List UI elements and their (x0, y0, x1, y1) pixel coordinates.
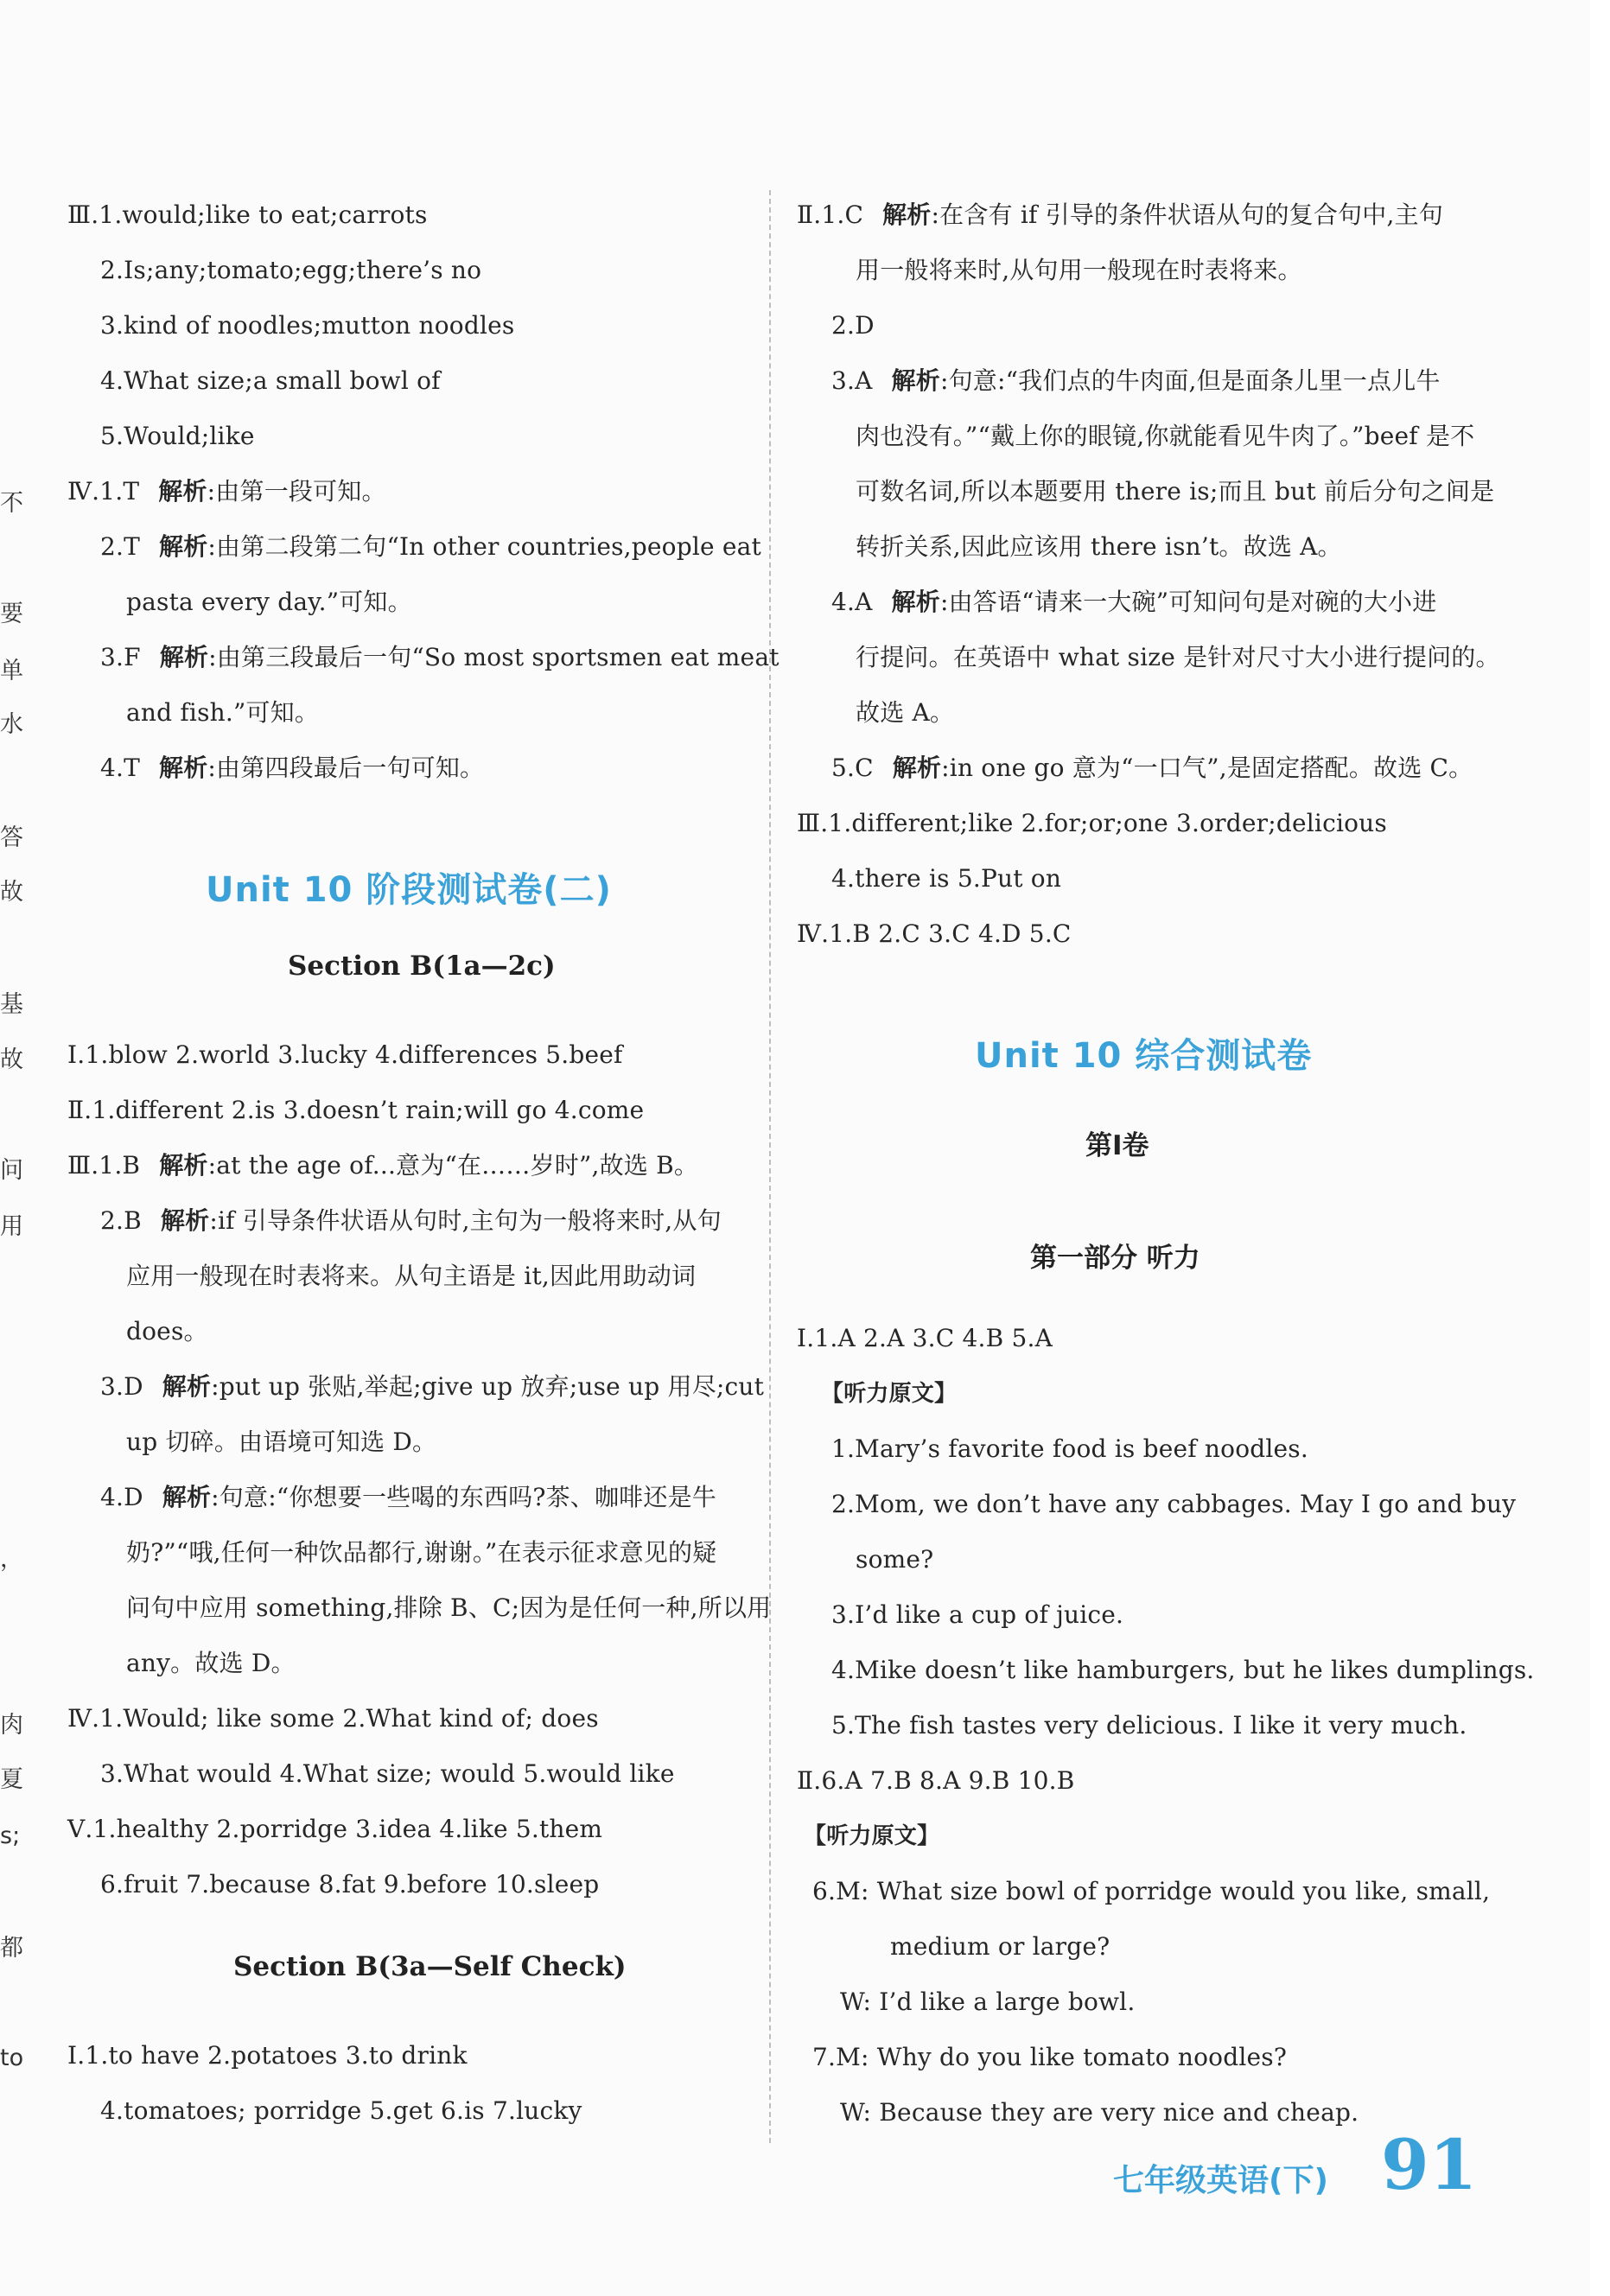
answer-text: 7.M: Why do you like tomato noodles? (812, 2043, 1288, 2071)
answer-line (126, 1593, 771, 1623)
section-heading: Section B(1a—2c) (288, 951, 556, 982)
answer-line (126, 1262, 696, 1291)
answer-line (67, 1704, 599, 1733)
answer-text: :at the age of...意为“在……岁时”,故选 B。 (207, 1151, 699, 1180)
answer-text: does。 (126, 1317, 208, 1345)
strip-char: 用 (0, 1213, 23, 1240)
strip-char: s; (0, 1822, 21, 1849)
analysis-label: 解析 (162, 1483, 212, 1511)
left-margin-strip (0, 0, 22, 2296)
strip-char: 要 (0, 601, 23, 627)
strip-char: 故 (0, 1046, 23, 1073)
answer-text: pasta every day.”可知。 (126, 588, 412, 616)
answer-line (100, 1372, 764, 1402)
answer-text: 奶?”“哦,任何一种饮品都行,谢谢。”在表示征求意见的疑 (126, 1538, 717, 1567)
answer-line (100, 532, 761, 562)
page-number: 91 (1381, 2124, 1478, 2205)
answer-line (100, 422, 255, 451)
strip-char: to (0, 2045, 24, 2071)
strip-char: 故 (0, 879, 23, 906)
answer-key: Ⅲ.1.B (67, 1151, 141, 1180)
answer-text: :句意:“你想要一些喝的东西吗?茶、咖啡还是牛 (211, 1483, 716, 1511)
answer-line (856, 256, 1302, 285)
answer-text: 可数名词,所以本题要用 there is;而且 but 前后分句之间是 (856, 477, 1495, 506)
strip-char: 水 (0, 711, 23, 738)
answer-line (67, 1151, 698, 1180)
part-heading: 第Ⅰ卷 (1085, 1130, 1149, 1161)
answer-line (856, 532, 1342, 562)
answer-line (797, 919, 1072, 949)
answer-text: 1.Mary’s favorite food is beef noodles. (831, 1434, 1308, 1463)
answer-line (100, 754, 484, 783)
analysis-label: 解析 (162, 1372, 212, 1401)
answer-key: 2.B (100, 1206, 142, 1235)
analysis-label: 解析 (891, 588, 940, 616)
answer-line (67, 1040, 623, 1070)
answer-text: 4.there is 5.Put on (831, 864, 1062, 893)
analysis-label: 解析 (160, 1206, 210, 1235)
answer-text: up 切碎。由语境可知选 D。 (126, 1428, 437, 1456)
answer-line (856, 698, 954, 728)
answer-text: 问句中应用 something,排除 B、C;因为是任何一种,所以用 (126, 1593, 772, 1622)
answer-line (126, 698, 319, 728)
part-heading: 第一部分 听力 (1030, 1243, 1200, 1274)
answer-text: 3.kind of noodles;mutton noodles (100, 311, 515, 340)
answer-line (831, 1434, 1308, 1464)
strip-char: 夏 (0, 1766, 23, 1793)
answer-text: :put up 张贴,举起;give up 放弃;use up 用尽;cut (211, 1372, 765, 1401)
answer-line (856, 422, 1474, 451)
answer-text: Ⅰ.1.A 2.A 3.C 4.B 5.A (797, 1324, 1053, 1352)
answer-line (100, 1759, 675, 1789)
answer-line (126, 588, 412, 617)
answer-text: 5.The fish tastes very delicious. I like it very much. (831, 1711, 1467, 1739)
answer-text: :在含有 if 引导的条件状语从句的复合句中,主句 (931, 200, 1443, 229)
answer-line (100, 256, 481, 285)
answer-text: some? (856, 1545, 934, 1574)
answer-line (126, 1538, 716, 1568)
section-heading: Section B(3a—Self Check) (233, 1951, 627, 1982)
answer-key: 4.A (831, 588, 873, 616)
analysis-label: 解析 (882, 200, 932, 229)
answer-text: Ⅱ.1.different 2.is 3.doesn’t rain;will go 4.come (67, 1096, 645, 1124)
answer-text: Ⅱ.6.A 7.B 8.A 9.B 10.B (797, 1766, 1075, 1795)
analysis-label: 解析 (159, 754, 208, 782)
answer-text: Ⅲ.1.different;like 2.for;or;one 3.order;delicious (797, 809, 1387, 837)
answer-text: Ⅴ.1.healthy 2.porridge 3.idea 4.like 5.them (67, 1815, 603, 1843)
analysis-label: 解析 (159, 643, 209, 671)
answer-text: 2.Mom, we don’t have any cabbages. May I go and buy (831, 1490, 1517, 1518)
answer-key: 5.C (831, 754, 874, 782)
answer-text: W: Because they are very nice and cheap. (840, 2098, 1359, 2127)
answer-line (126, 1428, 436, 1457)
answer-line (812, 1877, 1490, 1906)
answer-text: :由第四段最后一句可知。 (207, 754, 485, 782)
answer-line (100, 1870, 599, 1899)
answer-text: :由第二段第二句“In other countries,people eat (207, 532, 762, 561)
answer-line (67, 477, 386, 506)
answer-key: 4.D (100, 1483, 143, 1511)
answer-line (812, 2043, 1287, 2072)
answer-line (840, 2098, 1359, 2127)
answer-line (797, 809, 1387, 838)
answer-text: :由第三段最后一句“So most sportsmen eat meat (208, 643, 780, 671)
analysis-label: 解析 (158, 477, 207, 506)
answer-line (831, 1600, 1123, 1630)
analysis-label: 解析 (892, 754, 942, 782)
answer-line (831, 588, 1436, 617)
unit-heading: Unit 10 阶段测试卷(二) (206, 870, 612, 910)
answer-key: 2.T (100, 532, 140, 561)
answer-line (100, 1206, 722, 1236)
answer-line (831, 311, 875, 340)
answer-text: 3.What would 4.What size; would 5.would like (100, 1759, 675, 1788)
answer-line (831, 1711, 1467, 1740)
listening-transcript-tag: 【听力原文】 (804, 1823, 940, 1849)
strip-char: 肉 (0, 1712, 23, 1739)
answer-line (856, 1545, 933, 1574)
listening-transcript-tag: 【听力原文】 (821, 1381, 958, 1407)
answer-text: 6.M: What size bowl of porridge would you like, small, (812, 1877, 1491, 1905)
answer-text: 故选 A。 (856, 698, 955, 727)
answer-line (67, 1815, 602, 1844)
answer-text: :if 引导条件状语从句时,主句为一般将来时,从句 (209, 1206, 722, 1235)
answer-line (100, 2096, 582, 2126)
strip-char: ， (0, 1546, 23, 1573)
answer-text: 3.I’d like a cup of juice. (831, 1600, 1124, 1629)
answer-key: 3.D (100, 1372, 143, 1401)
right-column (786, 0, 1535, 2296)
answer-line (840, 1988, 1135, 2017)
answer-text: 2.Is;any;tomato;egg;there’s no (100, 256, 482, 284)
answer-text: 行提问。在英语中 what size 是针对尺寸大小进行提问的。 (856, 643, 1500, 671)
answer-key: 3.F (100, 643, 141, 671)
answer-text: :由答语“请来一大碗”可知问句是对碗的大小进 (939, 588, 1437, 616)
answer-line (67, 200, 428, 230)
answer-text: 转折关系,因此应该用 there isn’t。故选 A。 (856, 532, 1342, 561)
answer-text: and fish.”可知。 (126, 698, 320, 727)
answer-text: 用一般将来时,从句用一般现在时表将来。 (856, 256, 1302, 284)
answer-line (100, 366, 441, 396)
answer-line (831, 1656, 1535, 1685)
answer-line (126, 1649, 296, 1678)
answer-text: 5.Would;like (100, 422, 255, 450)
answer-text: 4.tomatoes; porridge 5.get 6.is 7.lucky (100, 2096, 582, 2125)
answer-text: Ⅰ.1.to have 2.potatoes 3.to drink (67, 2041, 468, 2070)
answer-text: 应用一般现在时表将来。从句主语是 it,因此用助动词 (126, 1262, 697, 1290)
answer-line (831, 754, 1473, 783)
answer-line (797, 200, 1443, 230)
answer-text: :由第一段可知。 (207, 477, 386, 506)
column-divider (769, 190, 771, 2143)
left-column (50, 0, 780, 2296)
answer-line (831, 1490, 1516, 1519)
analysis-label: 解析 (159, 1151, 208, 1180)
answer-line (67, 1096, 644, 1125)
answer-text: 2.D (831, 311, 875, 340)
answer-text: 肉也没有。”“戴上你的眼镜,你就能看见牛肉了。”beef 是不 (856, 422, 1475, 450)
answer-line (100, 643, 780, 672)
answer-key: 3.A (831, 366, 873, 395)
unit-heading: Unit 10 综合测试卷 (975, 1036, 1313, 1076)
answer-text: Ⅳ.1.B 2.C 3.C 4.D 5.C (797, 919, 1072, 948)
answer-text: 6.fruit 7.because 8.fat 9.before 10.sleep (100, 1870, 600, 1898)
answer-key: Ⅱ.1.C (797, 200, 864, 229)
answer-key: 4.T (100, 754, 140, 782)
answer-text: 4.What size;a small bowl of (100, 366, 441, 395)
answer-text: Ⅰ.1.blow 2.world 3.lucky 4.differences 5.beef (67, 1040, 623, 1069)
answer-line (890, 1932, 1110, 1962)
strip-char: 不 (0, 490, 23, 517)
answer-line (831, 864, 1061, 894)
footer-grade-label: 七年级英语(下) (1113, 2163, 1328, 2198)
answer-line (67, 2041, 468, 2070)
analysis-label: 解析 (159, 532, 208, 561)
answer-text: W: I’d like a large bowl. (840, 1988, 1136, 2016)
page-edge (1590, 0, 1610, 2296)
answer-line (797, 1766, 1075, 1796)
strip-char: 问 (0, 1157, 23, 1184)
answer-text: any。故选 D。 (126, 1649, 296, 1677)
answer-line (856, 643, 1500, 672)
answer-key: Ⅳ.1.T (67, 477, 140, 506)
answer-line (126, 1317, 208, 1346)
strip-char: 单 (0, 658, 23, 684)
answer-text: Ⅲ.1.would;like to eat;carrots (67, 200, 428, 229)
answer-line (100, 311, 514, 340)
strip-char: 基 (0, 991, 23, 1018)
answer-line (831, 366, 1441, 396)
strip-char: 都 (0, 1935, 23, 1962)
answer-text: :句意:“我们点的牛肉面,但是面条儿里一点儿牛 (939, 366, 1441, 395)
analysis-label: 解析 (891, 366, 940, 395)
answer-text: medium or large? (890, 1932, 1110, 1961)
strip-char: 答 (0, 824, 23, 851)
answer-text: Ⅳ.1.Would; like some 2.What kind of; does (67, 1704, 599, 1733)
answer-line (797, 1324, 1053, 1353)
answer-text: :in one go 意为“一口气”,是固定搭配。故选 C。 (941, 754, 1473, 782)
answer-line (100, 1483, 716, 1512)
answer-line (856, 477, 1494, 506)
answer-text: 4.Mike doesn’t like hamburgers, but he likes dumplings. (831, 1656, 1535, 1684)
